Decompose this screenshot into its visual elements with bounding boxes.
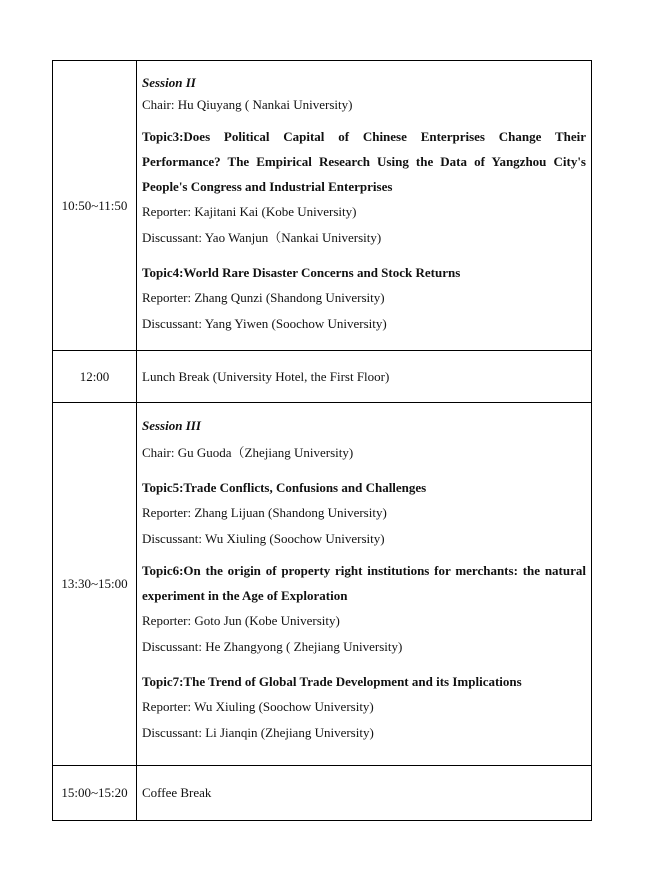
schedule-table (52, 60, 592, 821)
break-text: Coffee Break (137, 766, 592, 821)
time-cell: 13:30~15:00 (53, 403, 137, 766)
break-text: Lunch Break (University Hotel, the First Floor) (137, 351, 592, 403)
topic-title: Topic6:On the origin of property right institutions for merchants: the natural experiment in the Age of Exploration (142, 563, 586, 603)
discussant-line: Discussant: Li Jianqin (Zhejiang University) (142, 725, 374, 740)
topic-title: Topic7:The Trend of Global Trade Development and its Implications (142, 674, 522, 689)
reporter-line: Reporter: Zhang Qunzi (Shandong University) (142, 289, 385, 305)
discussant-line: Discussant: He Zhangyong ( Zhejiang University) (142, 639, 403, 654)
topic-title: Topic5:Trade Conflicts, Confusions and Challenges (142, 480, 427, 495)
schedule-row-coffee (53, 766, 592, 821)
time-cell: 10:50~11:50 (53, 61, 137, 351)
schedule-row-session-2 (53, 61, 592, 351)
time-cell: 12:00 (53, 351, 137, 403)
discussant-line: Discussant: Yang Yiwen (Soochow University) (142, 315, 387, 331)
reporter-line: Reporter: Zhang Lijuan (Shandong University) (142, 505, 387, 520)
session-cell (137, 403, 592, 766)
reporter-line: Reporter: Wu Xiuling (Soochow University) (142, 699, 374, 714)
schedule-row-session-3 (53, 403, 592, 766)
time-cell: 15:00~15:20 (53, 766, 137, 821)
reporter-line: Reporter: Kajitani Kai (Kobe University) (142, 203, 357, 219)
session-title: Session III (142, 418, 201, 433)
chair-line: Chair: Gu Guoda（Zhejiang University) (142, 445, 354, 460)
discussant-line: Discussant: Yao Wanjun（Nankai University) (142, 229, 382, 245)
schedule-row-lunch (53, 351, 592, 403)
topic-title: Topic4:World Rare Disaster Concerns and Stock Returns (142, 264, 461, 280)
reporter-line: Reporter: Goto Jun (Kobe University) (142, 613, 340, 628)
discussant-line: Discussant: Wu Xiuling (Soochow University) (142, 531, 385, 546)
session-title: Session II (142, 74, 196, 90)
chair-line: Chair: Hu Qiuyang ( Nankai University) (142, 96, 353, 112)
topic-title: Topic3:Does Political Capital of Chinese Enterprises Change Their Performance? The Empirical Research Using the Data of Yangzhou City's People's Congress and Industrial Enterprises (142, 128, 586, 194)
session-cell (137, 61, 592, 351)
